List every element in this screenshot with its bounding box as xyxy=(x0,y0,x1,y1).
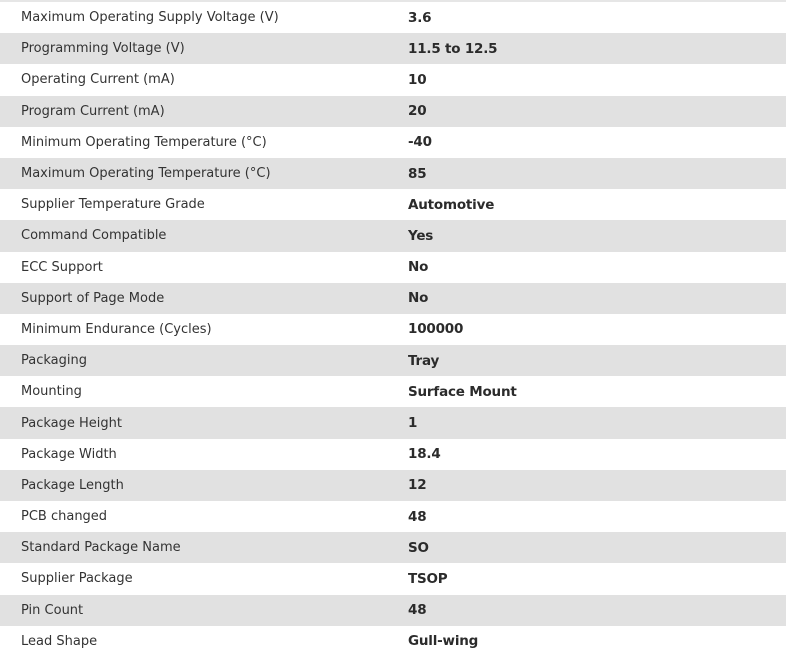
table-row xyxy=(0,532,786,563)
spec-value: 1 xyxy=(408,415,418,432)
spec-value: Yes xyxy=(408,227,434,244)
spec-value: No xyxy=(408,290,429,307)
spec-label: Standard Package Name xyxy=(21,540,181,556)
spec-label: Programming Voltage (V) xyxy=(21,41,185,57)
table-row xyxy=(0,501,786,532)
spec-label: Minimum Endurance (Cycles) xyxy=(21,321,212,337)
table-row xyxy=(0,345,786,376)
table-row xyxy=(0,64,786,95)
spec-value: 100000 xyxy=(408,321,464,338)
spec-label: Support of Page Mode xyxy=(21,290,165,306)
spec-label: Packaging xyxy=(21,353,87,369)
table-row xyxy=(0,96,786,127)
table-row xyxy=(0,407,786,438)
spec-label: Minimum Operating Temperature (°C) xyxy=(21,134,267,150)
table-row xyxy=(0,127,786,158)
table-row xyxy=(0,626,786,655)
spec-label: Maximum Operating Supply Voltage (V) xyxy=(21,10,279,26)
spec-value: 48 xyxy=(408,508,427,525)
spec-label: Program Current (mA) xyxy=(21,103,165,119)
spec-value: Tray xyxy=(408,352,440,369)
spec-value: 18.4 xyxy=(408,446,441,463)
spec-value: 48 xyxy=(408,602,427,619)
spec-label: Command Compatible xyxy=(21,228,167,244)
spec-value: 20 xyxy=(408,103,427,120)
spec-value: 3.6 xyxy=(408,9,432,26)
spec-label: Package Height xyxy=(21,415,122,431)
spec-label: PCB changed xyxy=(21,509,108,525)
table-row xyxy=(0,314,786,345)
table-row xyxy=(0,439,786,470)
spec-value: Automotive xyxy=(408,196,495,213)
table-row xyxy=(0,595,786,626)
spec-value: 11.5 to 12.5 xyxy=(408,40,498,57)
spec-label: ECC Support xyxy=(21,259,103,275)
spec-label: Mounting xyxy=(21,384,82,400)
spec-label: Package Length xyxy=(21,477,124,493)
table-row xyxy=(0,563,786,594)
spec-value: No xyxy=(408,259,429,276)
table-row xyxy=(0,376,786,407)
spec-value: 10 xyxy=(408,71,427,88)
spec-label: Operating Current (mA) xyxy=(21,72,175,88)
spec-label: Supplier Temperature Grade xyxy=(21,197,205,213)
spec-value: Surface Mount xyxy=(408,383,517,400)
spec-value: 12 xyxy=(408,477,427,494)
spec-value: SO xyxy=(408,539,429,556)
table-row xyxy=(0,2,786,33)
spec-label: Package Width xyxy=(21,446,117,462)
spec-label: Pin Count xyxy=(21,602,84,618)
table-row xyxy=(0,220,786,251)
table-row xyxy=(0,252,786,283)
table-row xyxy=(0,283,786,314)
spec-value: TSOP xyxy=(408,570,448,587)
spec-value: -40 xyxy=(408,134,432,151)
table-row xyxy=(0,189,786,220)
table-row xyxy=(0,158,786,189)
spec-value: 85 xyxy=(408,165,427,182)
table-row xyxy=(0,33,786,64)
spec-label: Supplier Package xyxy=(21,571,133,587)
spec-label: Maximum Operating Temperature (°C) xyxy=(21,166,271,182)
spec-value: Gull-wing xyxy=(408,633,479,650)
spec-label: Lead Shape xyxy=(21,633,98,649)
table-row xyxy=(0,470,786,501)
